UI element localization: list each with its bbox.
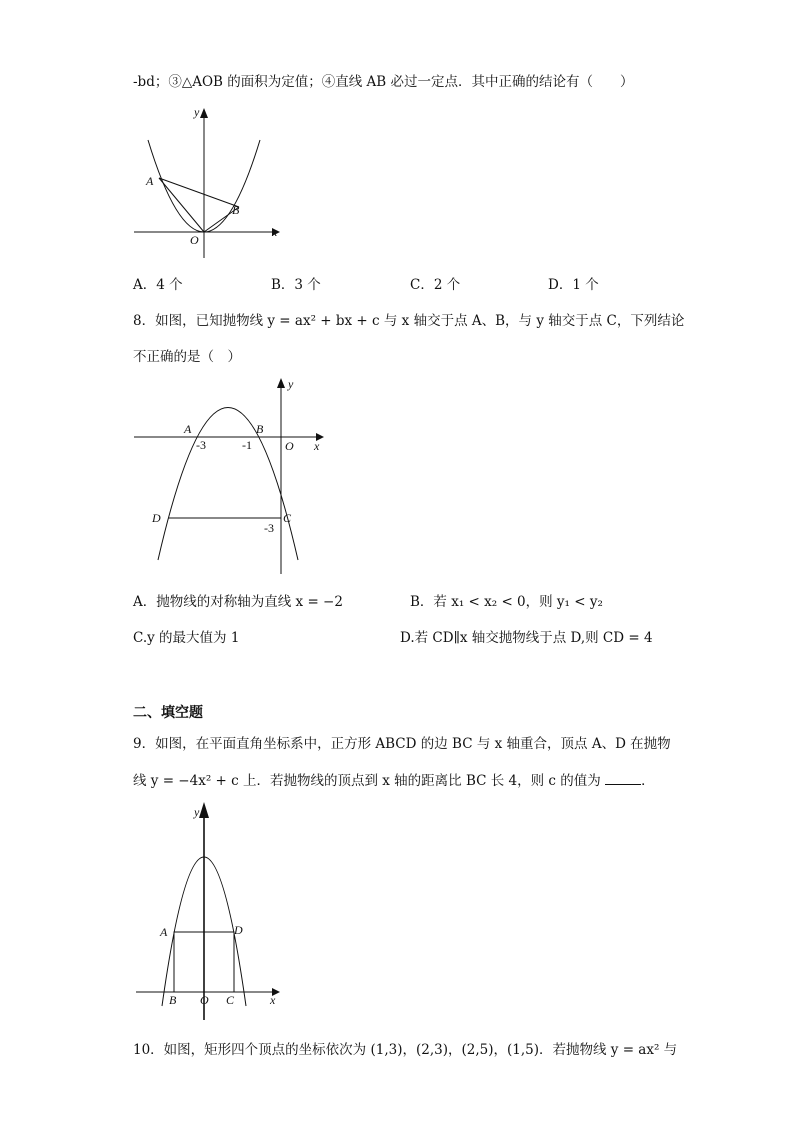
q8-y-label: y xyxy=(288,377,294,391)
q7-origin: O xyxy=(190,233,199,247)
q9-point-b: B xyxy=(169,993,177,1007)
q9-text-line1: 9．如图，在平面直角坐标系中，正方形 ABCD 的边 BC 与 x 轴重合，顶点 A、D 在抛物 xyxy=(133,736,671,752)
q9-point-c: C xyxy=(226,993,235,1007)
q8-figure xyxy=(130,372,330,577)
q8-tick-minus1: -1 xyxy=(242,438,252,452)
q8-text-line2: 不正确的是（ ） xyxy=(133,349,241,365)
q7-option-c: C．2 个 xyxy=(410,277,461,293)
q8-option-a: A．抛物线的对称轴为直线 x = −2 xyxy=(133,594,343,610)
q9-text-line2-main: 线 y = −4x² + c 上．若抛物线的顶点到 x 轴的距离比 BC 长 4，则 c 的值为 xyxy=(133,773,601,789)
q8-tick-c: -3 xyxy=(264,521,274,535)
q7-option-b: B．3 个 xyxy=(271,277,321,293)
q7-option-a: A．4 个 xyxy=(133,277,183,293)
q10-text-line1: 10．如图，矩形四个顶点的坐标依次为 (1,3)，(2,3)，(2,5)，(1,5)．若抛物线 y = ax² 与 xyxy=(133,1042,678,1058)
q9-point-d: D xyxy=(234,923,243,937)
q7-point-b: B xyxy=(232,203,240,217)
q9-point-a: A xyxy=(160,925,168,939)
q7-option-d: D．1 个 xyxy=(548,277,599,293)
q7-y-label: y xyxy=(194,105,200,119)
q9-text-line2 xyxy=(133,770,655,791)
q8-origin: O xyxy=(285,439,294,453)
q9-x-label: x xyxy=(270,993,276,1007)
q9-answer-blank[interactable] xyxy=(605,770,641,785)
q8-option-b: B．若 x₁ < x₂ < 0，则 y₁ < y₂ xyxy=(410,594,603,610)
q8-point-c: C xyxy=(283,511,292,525)
q8-point-d: D xyxy=(152,511,161,525)
q7-point-a: A xyxy=(146,174,154,188)
q7-figure xyxy=(130,100,290,265)
q8-text-line1: 8．如图，已知抛物线 y = ax² + bx + c 与 x 轴交于点 A、B，与 y 轴交于点 C，下列结论 xyxy=(133,313,685,329)
q8-option-d: D.若 CD∥x 轴交抛物线于点 D,则 CD = 4 xyxy=(400,630,653,646)
q7-x-label: x xyxy=(272,225,278,239)
q9-origin: O xyxy=(200,993,209,1007)
q7-text: -bd；③△AOB 的面积为定值；④直线 AB 必过一定点．其中正确的结论有（ ） xyxy=(133,74,634,90)
section-heading: 二、填空题 xyxy=(133,705,203,721)
q8-point-a: A xyxy=(184,422,192,436)
q8-point-b: B xyxy=(256,422,264,436)
q9-figure xyxy=(130,800,295,1030)
q9-text-line2-end: ． xyxy=(641,773,655,789)
q8-option-c: C.y 的最大值为 1 xyxy=(133,630,240,646)
q8-x-label: x xyxy=(314,439,320,453)
q8-tick-minus3: -3 xyxy=(196,438,206,452)
q9-y-label: y xyxy=(194,805,200,819)
